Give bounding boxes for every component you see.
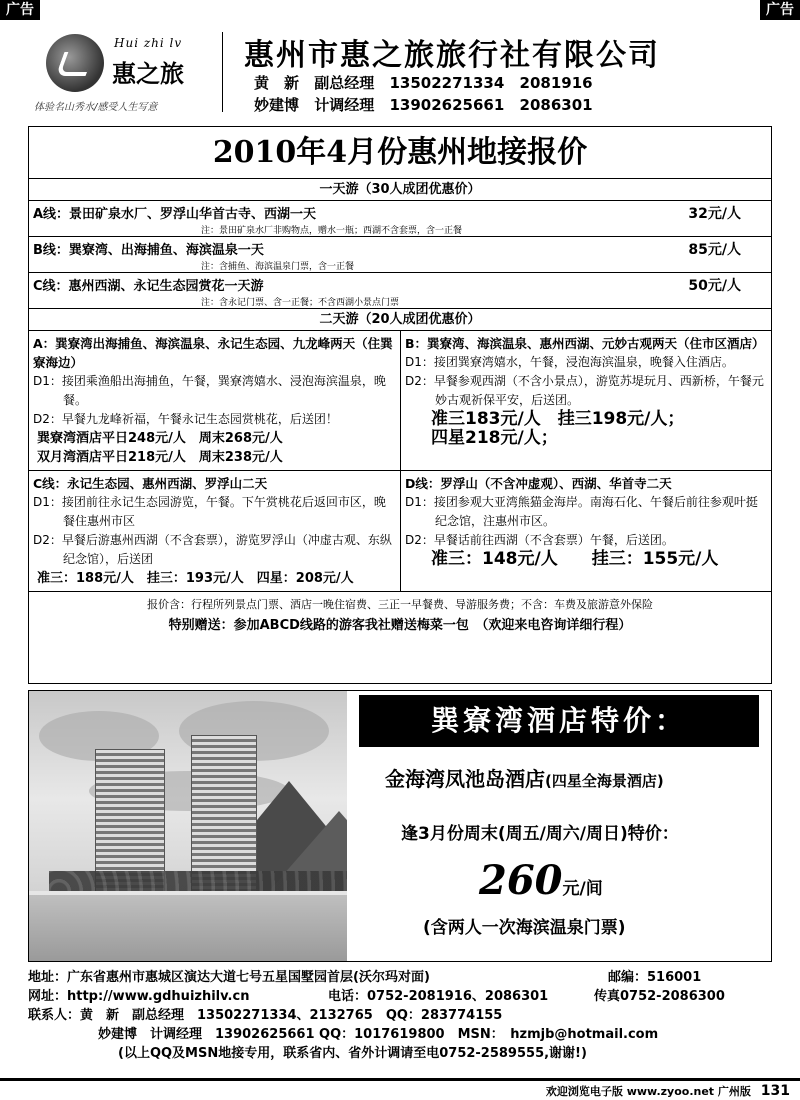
line-price: 四星218元/人； bbox=[431, 428, 558, 448]
edition-label: 广州版 bbox=[717, 1085, 751, 1098]
day-2: D2：早餐后游惠州西湖（不含套票），游览罗浮山（冲虚古观、东纵纪念馆），后送团 bbox=[33, 533, 392, 566]
two-day-row bbox=[29, 471, 771, 592]
header bbox=[28, 28, 772, 116]
line-title: D线：罗浮山（不含冲虚观）、西湖、华首寺二天 bbox=[405, 476, 672, 491]
divider bbox=[0, 1078, 800, 1081]
hotel-promo bbox=[28, 690, 772, 962]
price-footnote bbox=[29, 592, 771, 636]
contact-mobile: 13902625661 bbox=[389, 96, 505, 114]
page-number: 131 bbox=[760, 1083, 790, 1099]
contact-info bbox=[28, 968, 772, 1063]
price-includes: 报价含：行程所列景点门票、酒店一晚住宿费、三正一早餐费、导游服务费；不含：车费及旅游意外保险 bbox=[147, 598, 653, 611]
contact-mobile: 13502271334 bbox=[389, 74, 505, 92]
mountain-logo-icon bbox=[46, 34, 104, 92]
page-footer bbox=[0, 1078, 800, 1100]
two-day-line-d bbox=[400, 471, 771, 591]
contact-title: 计调经理 bbox=[314, 96, 375, 114]
day-2: D2：早餐话前往西湖（不含套票）午餐，后送团。 bbox=[405, 533, 674, 547]
room-price: 260元/间 bbox=[479, 857, 603, 904]
line-price: 准三：148元/人 挂三：155元/人 bbox=[431, 549, 719, 569]
page-title: 2010年4月份惠州地接报价 bbox=[29, 127, 771, 179]
contact-person: 妙建博 计调经理 13902625661 QQ：1017619800 MSN： hzmjb@hotmail.com bbox=[98, 1027, 659, 1042]
line-price: 双月湾酒店平日218元/人 周末238元/人 bbox=[37, 450, 283, 465]
one-day-line bbox=[29, 273, 771, 309]
line-price: 85元/人 bbox=[688, 242, 741, 258]
price-table bbox=[28, 126, 772, 684]
line-title: B：巽寮湾、海滨温泉、惠州西湖、元妙古观两天（住市区酒店） bbox=[405, 336, 765, 351]
contact-name: 黄 新 bbox=[254, 74, 300, 92]
special-offer: 逢3月份周末(周五/周六/周日)特价： bbox=[401, 824, 679, 844]
two-day-line-a bbox=[29, 331, 400, 470]
company-name: 惠州市惠之旅旅行社有限公司 bbox=[244, 38, 660, 73]
day-2: D2：早餐参观西湖（不含小景点），游览苏堤玩月、西新桥，午餐元妙古观祈保平安，后送团。 bbox=[405, 374, 764, 407]
telephone: 电话：0752-2081916、2086301 bbox=[328, 989, 549, 1004]
day-2: D2：早餐九龙峰祈福，午餐永记生态园赏桃花，后送团！ bbox=[33, 412, 338, 426]
line-name: B线：巽寮湾、出海捕鱼、海滨温泉一天 bbox=[33, 243, 264, 258]
postcode: 邮编：516001 bbox=[608, 970, 702, 985]
line-price: 32元/人 bbox=[688, 206, 741, 222]
line-title: A：巽寮湾出海捕鱼、海滨温泉、永记生态园、九龙峰两天（住巽寮海边） bbox=[33, 336, 393, 370]
logo-slogan: 体验名山秀水/感受人生写意 bbox=[34, 102, 158, 113]
company-logo bbox=[28, 28, 218, 116]
line-price: 准三：188元/人 挂三：193元/人 四星：208元/人 bbox=[37, 571, 354, 586]
day-1: D1：接团前往永记生态园游览，午餐。下午赏桃花后返回市区，晚餐住惠州市区 bbox=[33, 495, 386, 528]
line-note: 注：含永记门票、含一正餐；不含西湖小景点门票 bbox=[201, 298, 400, 308]
line-note: 注：含捕鱼、海滨温泉门票，含一正餐 bbox=[201, 262, 355, 272]
special-gift: 特别赠送：参加ABCD线路的游客我社赠送梅菜一包 （欢迎来电咨询详细行程） bbox=[168, 618, 632, 633]
contact-line bbox=[254, 72, 603, 93]
day-1: D1：接团巽寮湾嬉水，午餐，浸泡海滨温泉，晚餐入住酒店。 bbox=[405, 355, 734, 369]
ad-tag-left: 广告 bbox=[0, 0, 40, 20]
ad-tag-right: 广告 bbox=[760, 0, 800, 20]
contact-phone: 2086301 bbox=[519, 96, 593, 114]
day-1: D1：接团参观大亚湾熊猫金海岸。南海石化、午餐后前往参观叶挺纪念馆，注惠州市区。 bbox=[405, 495, 758, 528]
divider bbox=[222, 32, 223, 112]
day-1: D1：接团乘渔船出海捕鱼，午餐，巽寮湾嬉水、浸泡海滨温泉，晚餐。 bbox=[33, 374, 386, 407]
one-day-line bbox=[29, 237, 771, 273]
contact-line bbox=[254, 94, 603, 115]
line-title: C线：永记生态园、惠州西湖、罗浮山二天 bbox=[33, 476, 268, 491]
two-day-header: 二天游（20人成团优惠价） bbox=[29, 309, 771, 331]
contact-person: 联系人：黄 新 副总经理 13502271334、2132765 QQ：283774155 bbox=[28, 1008, 503, 1023]
line-name: C线：惠州西湖、永记生态园赏花一天游 bbox=[33, 279, 264, 294]
logo-name: 惠之旅 bbox=[112, 60, 184, 88]
line-note: 注：景田矿泉水厂非购物点，赠水一瓶；西湖不含套票，含一正餐 bbox=[201, 226, 463, 236]
website-link[interactable]: 网址：http://www.gdhuizhilv.cn bbox=[28, 989, 250, 1004]
hotel-name: 金海湾凤池岛酒店(四星全海景酒店) bbox=[385, 767, 664, 791]
hotel-photo bbox=[29, 691, 347, 961]
line-price: 准三183元/人 挂三198元/人； bbox=[431, 409, 685, 429]
line-price: 50元/人 bbox=[688, 278, 741, 294]
contact-phone: 2081916 bbox=[519, 74, 593, 92]
logo-pinyin: Hui zhi lv bbox=[114, 36, 183, 50]
one-day-header: 一天游（30人成团优惠价） bbox=[29, 179, 771, 201]
contact-note: (以上QQ及MSN地接专用，联系省内、省外计调请至电0752-2589555,谢谢!) bbox=[118, 1046, 587, 1061]
two-day-line-b bbox=[400, 331, 771, 470]
hotel-subtitle: (四星全海景酒店) bbox=[545, 772, 664, 790]
promo-banner: 巽寮湾酒店特价： bbox=[359, 695, 759, 747]
address: 地址：广东省惠州市惠城区演达大道七号五星国墅园首层(沃尔玛对面) bbox=[28, 970, 430, 985]
line-name: A线：景田矿泉水厂、罗浮山华首古寺、西湖一天 bbox=[33, 207, 317, 222]
contact-title: 副总经理 bbox=[314, 74, 375, 92]
price-unit: 元/间 bbox=[562, 879, 603, 899]
contact-name: 妙建博 bbox=[254, 96, 300, 114]
line-price: 巽寮湾酒店平日248元/人 周末268元/人 bbox=[37, 431, 283, 446]
footer-text: 欢迎浏览电子版 www.zyoo.net 广州版 131 bbox=[545, 1083, 790, 1099]
two-day-row bbox=[29, 331, 771, 471]
one-day-line bbox=[29, 201, 771, 237]
two-day-line-c bbox=[29, 471, 400, 591]
fax: 传真0752-2086300 bbox=[594, 989, 725, 1004]
promo-includes: (含两人一次海滨温泉门票) bbox=[423, 918, 626, 938]
